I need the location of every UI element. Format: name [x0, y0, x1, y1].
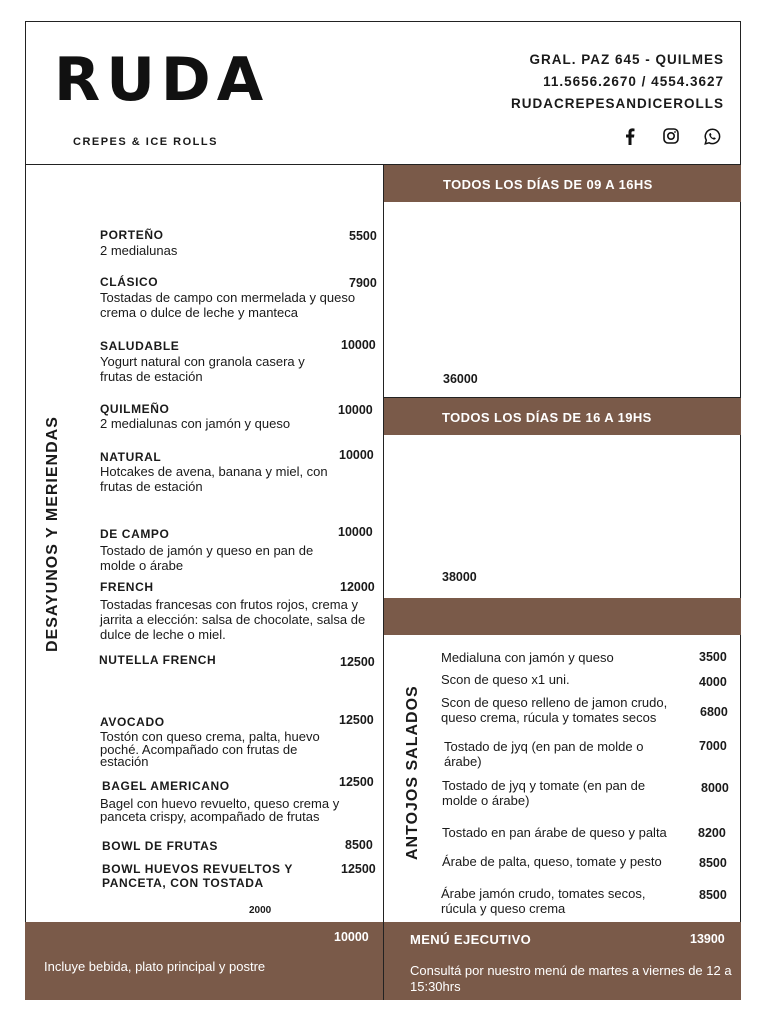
executive-menu-title: MENÚ EJECUTIVO — [410, 932, 532, 947]
item-price: 12500 — [340, 655, 375, 669]
item-name: CLÁSICO — [100, 275, 159, 289]
item-price: 12500 — [339, 775, 374, 789]
item-name: FRENCH — [100, 580, 154, 594]
item-desc: 2 medialunas — [100, 243, 178, 258]
item-price: 8500 — [345, 838, 373, 852]
item-desc: Bagel con huevo revuelto, queso crema y panceta crispy, acompañado de frutas — [100, 796, 340, 824]
snack-price: 8500 — [699, 888, 727, 902]
item-name: PORTEÑO — [100, 228, 164, 242]
snack-item: Medialuna con jamón y queso — [441, 650, 614, 665]
item-desc: Tostón con queso crema, palta, huevo poché. Acompañado con frutas de estación — [100, 729, 320, 769]
snack-price: 7000 — [699, 739, 727, 753]
item-name: BOWL DE FRUTAS — [102, 839, 218, 853]
snack-price: 8500 — [699, 856, 727, 870]
snack-item: Tostado en pan árabe de queso y palta — [442, 825, 667, 840]
item-name: QUILMEÑO — [100, 402, 170, 416]
promo-title-morning: TODOS LOS DÍAS DE 09 A 16HS — [443, 177, 653, 192]
promo-price-afternoon: 38000 — [442, 570, 477, 584]
snack-price: 4000 — [699, 675, 727, 689]
whatsapp-icon[interactable] — [702, 126, 722, 146]
item-name: NUTELLA FRENCH — [99, 653, 217, 667]
extra-price: 2000 — [249, 905, 272, 916]
item-desc: 2 medialunas con jamón y queso — [100, 416, 291, 431]
snacks-section-title: ANTOJOS SALADOS — [404, 685, 421, 860]
footer-left-text: Incluye bebida, plato principal y postre — [44, 959, 266, 974]
snack-item: Scon de queso relleno de jamon crudo, queso crema, rúcula y tomates secos — [441, 695, 668, 725]
item-name: SALUDABLE — [100, 339, 180, 353]
brand-tagline: CREPES & ICE ROLLS — [73, 136, 218, 148]
item-name: DE CAMPO — [100, 527, 170, 541]
promo-title-afternoon: TODOS LOS DÍAS DE 16 A 19HS — [442, 410, 652, 425]
item-price: 12000 — [340, 580, 375, 594]
column-divider — [383, 164, 384, 1000]
snack-item: Scon de queso x1 uni. — [441, 672, 570, 687]
snack-price: 6800 — [700, 705, 728, 719]
item-name: BOWL HUEVOS REVUELTOS Y PANCETA, CON TOSTADA — [102, 862, 293, 890]
social-handle: RUDACREPESANDICEROLLS — [510, 96, 724, 111]
executive-menu-band — [384, 922, 741, 1000]
promo-band-morning — [384, 165, 741, 202]
item-price: 10000 — [338, 403, 373, 417]
breakfast-section-title: DESAYUNOS Y MERIENDAS — [44, 416, 61, 652]
item-desc: Tostadas de campo con mermelada y queso crema o dulce de leche y manteca — [100, 290, 356, 320]
item-price: 10000 — [341, 338, 376, 352]
snack-item: Tostado de jyq y tomate (en pan de molde o árabe) — [442, 778, 646, 808]
item-price: 5500 — [349, 229, 377, 243]
instagram-icon[interactable] — [661, 126, 681, 146]
footer-left-price: 10000 — [334, 930, 369, 944]
footer-left-band — [25, 922, 383, 1000]
item-desc: Hotcakes de avena, banana y miel, con frutas de estación — [100, 464, 328, 494]
item-price: 10000 — [338, 525, 373, 539]
promo-band-afternoon — [384, 398, 741, 435]
item-name: NATURAL — [100, 450, 162, 464]
item-price: 7900 — [349, 276, 377, 290]
snack-item: Tostado de jyq (en pan de molde o árabe) — [444, 739, 644, 769]
item-price: 12500 — [339, 713, 374, 727]
address: GRAL. PAZ 645 - QUILMES — [529, 52, 724, 67]
snack-price: 3500 — [699, 650, 727, 664]
snack-item: Árabe de palta, queso, tomate y pesto — [442, 854, 662, 869]
executive-menu-text: Consultá por nuestro menú de martes a viernes de 12 a 15:30hrs — [410, 963, 732, 994]
executive-menu-price: 13900 — [690, 932, 725, 946]
item-desc: Tostado de jamón y queso en pan de molde o árabe — [100, 543, 314, 573]
promo-price-morning: 36000 — [443, 372, 478, 386]
brand-logo: RUDA — [54, 45, 270, 115]
snack-item: Árabe jamón crudo, tomates secos, rúcula y queso crema — [441, 886, 646, 916]
item-desc: Tostadas francesas con frutos rojos, crema y jarrita a elección: salsa de chocolate, salsa de dulce de leche o miel. — [100, 597, 366, 642]
item-name: AVOCADO — [100, 715, 165, 729]
facebook-icon[interactable] — [620, 126, 640, 146]
item-price: 10000 — [339, 448, 374, 462]
snack-price: 8200 — [698, 826, 726, 840]
item-price: 12500 — [341, 862, 376, 876]
snacks-band — [384, 598, 741, 635]
phone-numbers: 11.5656.2670 / 4554.3627 — [543, 74, 724, 89]
item-desc: Yogurt natural con granola casera y frutas de estación — [100, 354, 305, 384]
item-name: BAGEL AMERICANO — [102, 779, 230, 793]
snack-price: 8000 — [701, 781, 729, 795]
